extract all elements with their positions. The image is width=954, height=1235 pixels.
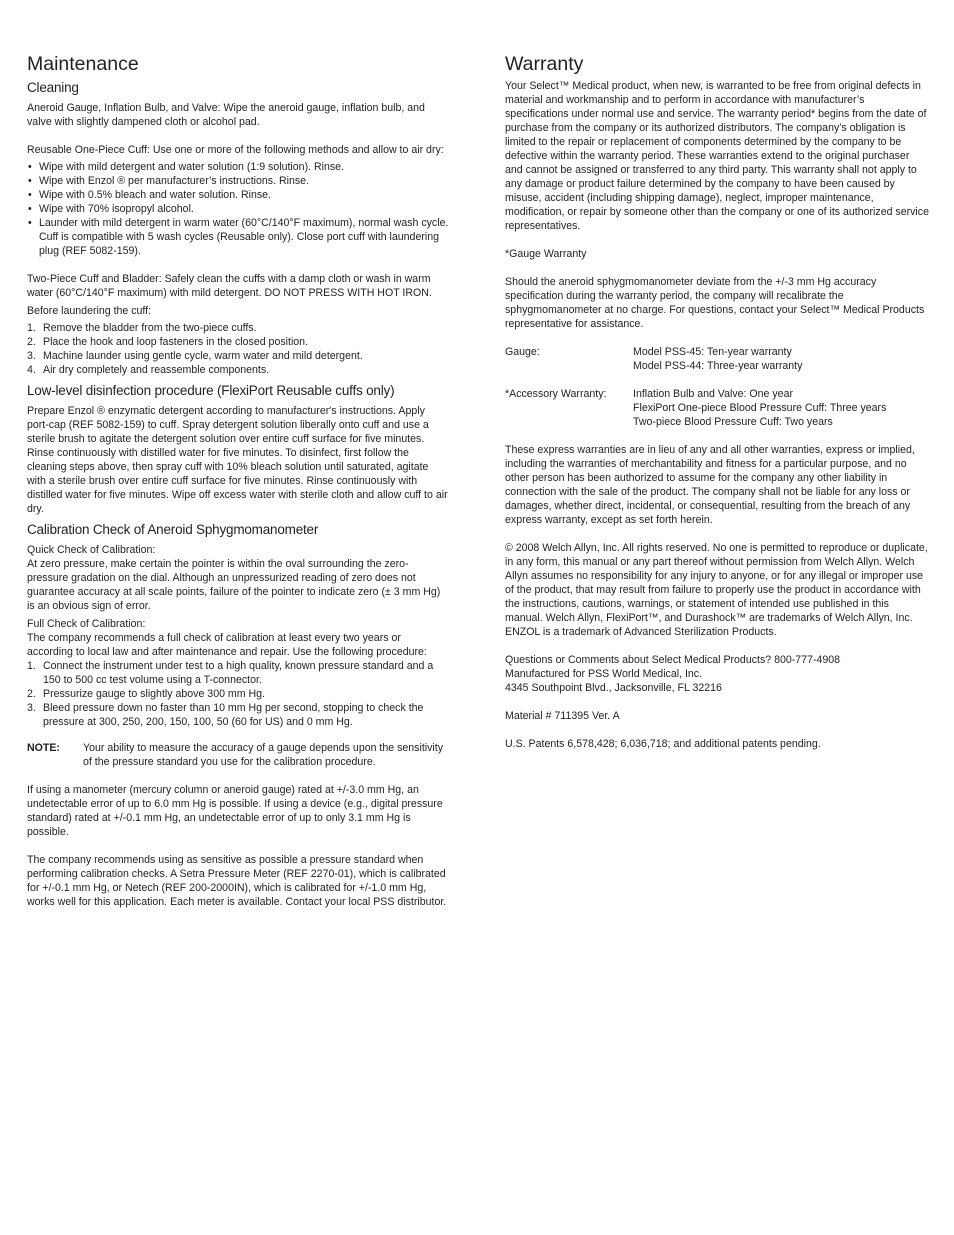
calibration-note [27, 741, 449, 769]
one-piece-cuff-intro: Reusable One-Piece Cuff: Use one or more of the following methods and allow to air dry: [27, 144, 444, 156]
manometer-text: If using a manometer (mercury column or aneroid gauge) rated at +/-3.0 mm Hg, an undetectable error of up to 6.0 mm Hg is possible. If using a device (e.g., digital pressure standard) rated at +/-0.1 mm Hg, an undetectable error of up to only 3.1 mm Hg is possible. [27, 784, 443, 838]
list-item: 1. Remove the bladder from the two-piece cuffs. [27, 322, 257, 334]
list-item: 2. Pressurize gauge to slightly above 300 mm Hg. [27, 688, 265, 700]
full-check-text: The company recommends a full check of calibration at least every two years or according to local law and after maintenance and repair. Use the following procedure: [27, 632, 427, 658]
material-number: Material # 711395 Ver. A [505, 710, 620, 722]
disinfection-text: Prepare Enzol ® enzymatic detergent according to manufacturer's instructions. Apply port-cap (REF 5082-159) to cuff. Spray detergent solution liberally onto cuff and use a sterile brush to agitate the detergent solution over entire cuff surface for five minutes. Rinse continuously with distilled water for five minutes. To disinfect, first follow the cleaning steps above, then spray cuff with 10% bleach solution until saturated, agitate with a sterile brush over entire cuff surface for five minutes. Rinse continuously with distilled water for five minutes. Wipe off excess water with sterile cloth and allow cuff to air dry. [27, 405, 448, 515]
questions-text: Questions or Comments about Select Medical Products? 800-777-4908 [505, 654, 841, 666]
warranty-column [505, 52, 929, 751]
list-item: 4. Air dry completely and reassemble components. [27, 364, 270, 376]
list-item: 2. Place the hook and loop fasteners in the closed position. [27, 336, 309, 348]
address-text: 4345 Southpoint Blvd., Jacksonville, FL 32216 [505, 682, 722, 694]
express-warranty-text: These express warranties are in lieu of any and all other warranties, express or implied, including the warranties of merchantability and fitness for a particular purpose, and no other person has been authorized to assume for the company any other liability in connection with the sale of the product. The company shall not be liable for any loss or damages, whether direct, incidental, or consequential, resulting from the breach of any express warranty, except as set forth herein. [505, 444, 915, 526]
patents-text: U.S. Patents 6,578,428; 6,036,718; and additional patents pending. [505, 738, 821, 750]
list-item: • Wipe with 0.5% bleach and water solution. Rinse. [28, 189, 272, 201]
accessory-warranty-row [505, 387, 929, 429]
maintenance-title: Maintenance [27, 53, 139, 75]
calibration-heading: Calibration Check of Aneroid Sphygmomanometer [27, 522, 319, 537]
gauge-label: Gauge: [505, 346, 540, 358]
manufactured-text: Manufactured for PSS World Medical, Inc. [505, 668, 703, 680]
accessory-line: Inflation Bulb and Valve: One year [633, 388, 793, 400]
list-item: • Wipe with Enzol ® per manufacturer’s instructions. Rinse. [28, 175, 310, 187]
copyright-text: © 2008 Welch Allyn, Inc. All rights reserved. No one is permitted to reproduce or duplicate, in any form, this manual or any part thereof without permission from Welch Allyn. Welch Allyn assumes no responsibility for any injury to anyone, or for any illegal or improper use of the product, that may result from failure to properly use the product in accordance with the instructions, cautions, warnings, or statement of intended use published in this manual. Welch Allyn, FlexiPort™, and Durashock™ are trademarks of Welch Allyn, Inc. ENZOL is a trademark of Advanced Sterilization Products. [505, 542, 928, 638]
one-piece-cuff-methods [27, 160, 449, 258]
laundering-steps [27, 321, 449, 377]
list-item: • Wipe with 70% isopropyl alcohol. [28, 203, 194, 215]
note-label: NOTE: [27, 742, 60, 754]
gauge-cleaning-text: Aneroid Gauge, Inflation Bulb, and Valve: Wipe the aneroid gauge, inflation bulb, and valve with slightly dampened cloth or alcohol pad. [27, 102, 425, 128]
list-item: • Launder with mild detergent in warm water (60°C/140°F maximum), normal wash cycle. Cuff is compatible with 5 wash cycles (Reusable only). Close port cuff with laundering plug (REF 5082-159). [28, 217, 449, 257]
disinfection-heading: Low-level disinfection procedure (FlexiPort Reusable cuffs only) [27, 383, 395, 398]
calibration-steps [27, 659, 449, 729]
gauge-warranty-label: *Gauge Warranty [505, 248, 587, 260]
accessory-label: *Accessory Warranty: [505, 388, 607, 400]
gauge-line: Model PSS-44: Three-year warranty [633, 360, 803, 372]
quick-check-title: Quick Check of Calibration: [27, 544, 156, 556]
full-check-title: Full Check of Calibration: [27, 618, 146, 630]
gauge-warranty-row [505, 345, 929, 373]
accessory-line: Two-piece Blood Pressure Cuff: Two years [633, 416, 833, 428]
warranty-title: Warranty [505, 53, 584, 75]
cleaning-heading: Cleaning [27, 80, 79, 95]
list-item: 3. Bleed pressure down no faster than 10 mm Hg per second, stopping to check the pressure at 300, 250, 200, 150, 100, 50 (60 for US) and 0 mm Hg. [27, 702, 424, 728]
maintenance-column [27, 52, 449, 909]
note-text: Your ability to measure the accuracy of a gauge depends upon the sensitivity of the pressure standard you use for the calibration procedure. [83, 742, 444, 768]
gauge-line: Model PSS-45: Ten-year warranty [633, 346, 792, 358]
before-laundering-label: Before laundering the cuff: [27, 305, 152, 317]
two-piece-cuff-text: Two-Piece Cuff and Bladder: Safely clean the cuffs with a damp cloth or wash in warm water (60°C/140°F maximum) with mild detergent. DO NOT PRESS WITH HOT IRON. [27, 273, 432, 299]
accessory-line: FlexiPort One-piece Blood Pressure Cuff: Three years [633, 402, 887, 414]
quick-check-text: At zero pressure, make certain the pointer is within the oval surrounding the zero-pressure gradation on the dial. Although an unpressurized reading of zero does not guarantee accuracy at all scale points, failure of the pointer to indicate zero (± 3 mm Hg) is an obvious sign of error. [27, 558, 441, 612]
list-item: 3. Machine launder using gentle cycle, warm water and mild detergent. [27, 350, 363, 362]
warranty-intro: Your Select™ Medical product, when new, is warranted to be free from original defects in material and workmanship and to perform in accordance with manufacturer’s specifications under normal use and service. The warranty period* begins from the date of purchase from the company or its authorized distributors. The company’s obligation is limited to the repair or replacement of components determined by the company to be defective within the warranty period. These warranties extend to the original purchaser and cannot be assigned or transferred to any third party. This warranty shall not apply to any damage or product failure determined by the company to have been caused by misuse, accident (including shipping damage), neglect, improper maintenance, modification, or repair by someone other than the company or one of its authorized service representatives. [505, 80, 929, 232]
list-item: • Wipe with mild detergent and water solution (1:9 solution). Rinse. [28, 161, 345, 173]
gauge-warranty-text: Should the aneroid sphygmomanometer deviate from the +/-3 mm Hg accuracy specification during the warranty period, the company will recalibrate the sphygmomanometer at no charge. For questions, contact your Select™ Medical Products representative for assistance. [505, 276, 925, 330]
recommend-text: The company recommends using as sensitive as possible a pressure standard when performing calibration checks. A Setra Pressure Meter (REF 2270-01), which is calibrated for +/-0.1 mm Hg, or Netech (REF 200-2000IN), which is calibrated for +/-1.0 mm Hg, works well for this application. Each meter is available. Contact your local PSS distributor. [27, 854, 447, 908]
list-item: 1. Connect the instrument under test to a high quality, known pressure standard and a 150 to 500 cc test volume using a T-connector. [27, 660, 434, 686]
